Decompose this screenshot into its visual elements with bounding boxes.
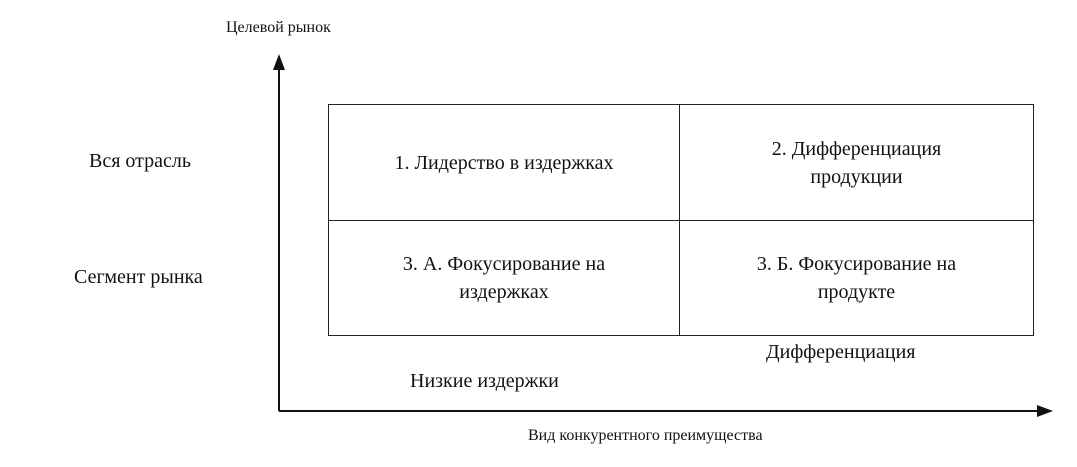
x-axis-title: Вид конкурентного преимущества	[528, 427, 763, 444]
cell-cost-leadership	[329, 105, 680, 221]
cell-text-line: издержках	[459, 281, 549, 303]
column-label-differentiation: Дифференциация	[766, 341, 916, 363]
cell-text-line: продукте	[817, 281, 896, 303]
cell-differentiation-focus-text	[757, 250, 956, 306]
cell-text-line: 3. Б. Фокусирование на	[756, 253, 957, 275]
row-label-market-segment: Сегмент рынка	[74, 266, 203, 288]
y-axis-title: Целевой рынок	[226, 19, 331, 36]
x-axis-arrowhead	[1037, 405, 1053, 417]
cell-cost-focus-text	[403, 250, 605, 306]
cell-differentiation	[680, 105, 1033, 221]
cell-cost-leadership-text	[394, 149, 613, 177]
cell-text-line: 3. А. Фокусирование на	[402, 253, 606, 275]
cell-text-line: продукции	[810, 165, 903, 188]
cell-text-line: 1. Лидерство в издержках	[394, 151, 614, 174]
column-label-low-cost: Низкие издержки	[410, 370, 559, 392]
strategy-matrix	[328, 104, 1034, 336]
cell-text-line: 2. Дифференциация	[771, 137, 942, 160]
y-axis-arrowhead	[273, 54, 285, 70]
cell-cost-focus	[329, 221, 680, 335]
cell-differentiation-text	[772, 135, 942, 191]
cell-differentiation-focus	[680, 221, 1033, 335]
row-label-industry-wide: Вся отрасль	[89, 150, 191, 172]
